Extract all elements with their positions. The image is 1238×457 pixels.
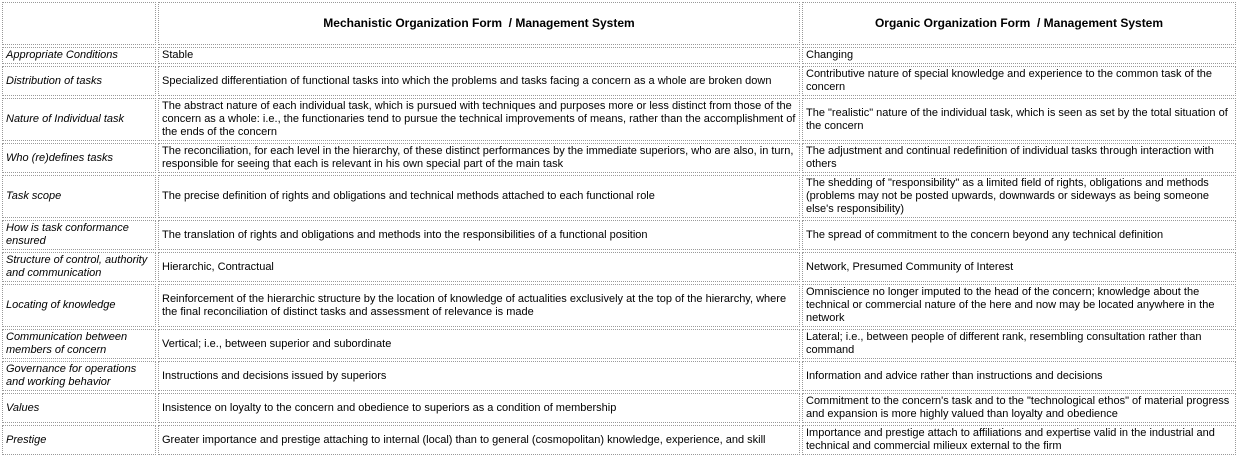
organic-cell: Omniscience no longer imputed to the head of the concern; knowledge about the technical or commercial nature of the here and now may be located anywhere in the network	[802, 284, 1236, 327]
mechanistic-cell: The translation of rights and obligations and methods into the responsibilities of a functional position	[158, 220, 800, 250]
mechanistic-cell: Stable	[158, 47, 800, 64]
table-row	[2, 329, 1236, 359]
row-label: Governance for operations and working behavior	[2, 361, 156, 391]
header-mechanistic: Mechanistic Organization Form / Management System	[158, 2, 800, 45]
table-row	[2, 47, 1236, 64]
header-row	[2, 2, 1236, 45]
header-organic: Organic Organization Form / Management System	[802, 2, 1236, 45]
mechanistic-cell: Vertical; i.e., between superior and subordinate	[158, 329, 800, 359]
table-body	[2, 47, 1236, 455]
mechanistic-cell: The abstract nature of each individual task, which is pursued with techniques and purposes more or less distinct from those of the concern as a whole: i.e., the functionaries tend to pursue the technical improvements of means, rather than the accomplishment of the ends of the concern	[158, 98, 800, 141]
table-row	[2, 143, 1236, 173]
mechanistic-cell: Insistence on loyalty to the concern and obedience to superiors as a condition of membership	[158, 393, 800, 423]
row-label: Appropriate Conditions	[2, 47, 156, 64]
organic-cell: Lateral; i.e., between people of different rank, resembling consultation rather than command	[802, 329, 1236, 359]
table-row	[2, 66, 1236, 96]
mechanistic-cell: Instructions and decisions issued by superiors	[158, 361, 800, 391]
organic-cell: Network, Presumed Community of Interest	[802, 252, 1236, 282]
table-row	[2, 220, 1236, 250]
row-label: Prestige	[2, 425, 156, 455]
organic-cell: Contributive nature of special knowledge and experience to the common task of the concern	[802, 66, 1236, 96]
mechanistic-cell: The precise definition of rights and obligations and technical methods attached to each functional role	[158, 175, 800, 218]
table-row	[2, 361, 1236, 391]
mechanistic-cell: The reconciliation, for each level in the hierarchy, of these distinct performances by the immediate superiors, who are also, in turn, responsible for seeing that each is relevant in his own special part of the main task	[158, 143, 800, 173]
mechanistic-cell: Greater importance and prestige attaching to internal (local) than to general (cosmopolitan) knowledge, experience, and skill	[158, 425, 800, 455]
organic-cell: Commitment to the concern's task and to the "technological ethos" of material progress and expansion is more highly valued than loyalty and obedience	[802, 393, 1236, 423]
organic-cell: Importance and prestige attach to affiliations and expertise valid in the industrial and technical and commercial milieux external to the firm	[802, 425, 1236, 455]
organic-cell: Changing	[802, 47, 1236, 64]
table-row	[2, 425, 1236, 455]
organic-cell: The shedding of "responsibility" as a limited field of rights, obligations and methods (problems may not be posted upwards, downwards or sideways as being someone else's responsibility)	[802, 175, 1236, 218]
table-row	[2, 284, 1236, 327]
organic-cell: The "realistic" nature of the individual task, which is seen as set by the total situation of the concern	[802, 98, 1236, 141]
mechanistic-cell: Reinforcement of the hierarchic structure by the location of knowledge of actualities exclusively at the top of the hierarchy, where the final reconciliation of distinct tasks and assessment of relevance is made	[158, 284, 800, 327]
organic-cell: Information and advice rather than instructions and decisions	[802, 361, 1236, 391]
table-row	[2, 252, 1236, 282]
row-label: Task scope	[2, 175, 156, 218]
mechanistic-cell: Specialized differentiation of functional tasks into which the problems and tasks facing a concern as a whole are broken down	[158, 66, 800, 96]
organic-cell: The spread of commitment to the concern beyond any technical definition	[802, 220, 1236, 250]
row-label: Communication between members of concern	[2, 329, 156, 359]
row-label: How is task conformance ensured	[2, 220, 156, 250]
row-label: Structure of control, authority and communication	[2, 252, 156, 282]
mechanistic-cell: Hierarchic, Contractual	[158, 252, 800, 282]
table-row	[2, 393, 1236, 423]
header-empty-cell	[2, 2, 156, 45]
row-label: Values	[2, 393, 156, 423]
row-label: Locating of knowledge	[2, 284, 156, 327]
row-label: Distribution of tasks	[2, 66, 156, 96]
table-row	[2, 98, 1236, 141]
organic-cell: The adjustment and continual redefinition of individual tasks through interaction with others	[802, 143, 1236, 173]
row-label: Nature of Individual task	[2, 98, 156, 141]
table-row	[2, 175, 1236, 218]
row-label: Who (re)defines tasks	[2, 143, 156, 173]
